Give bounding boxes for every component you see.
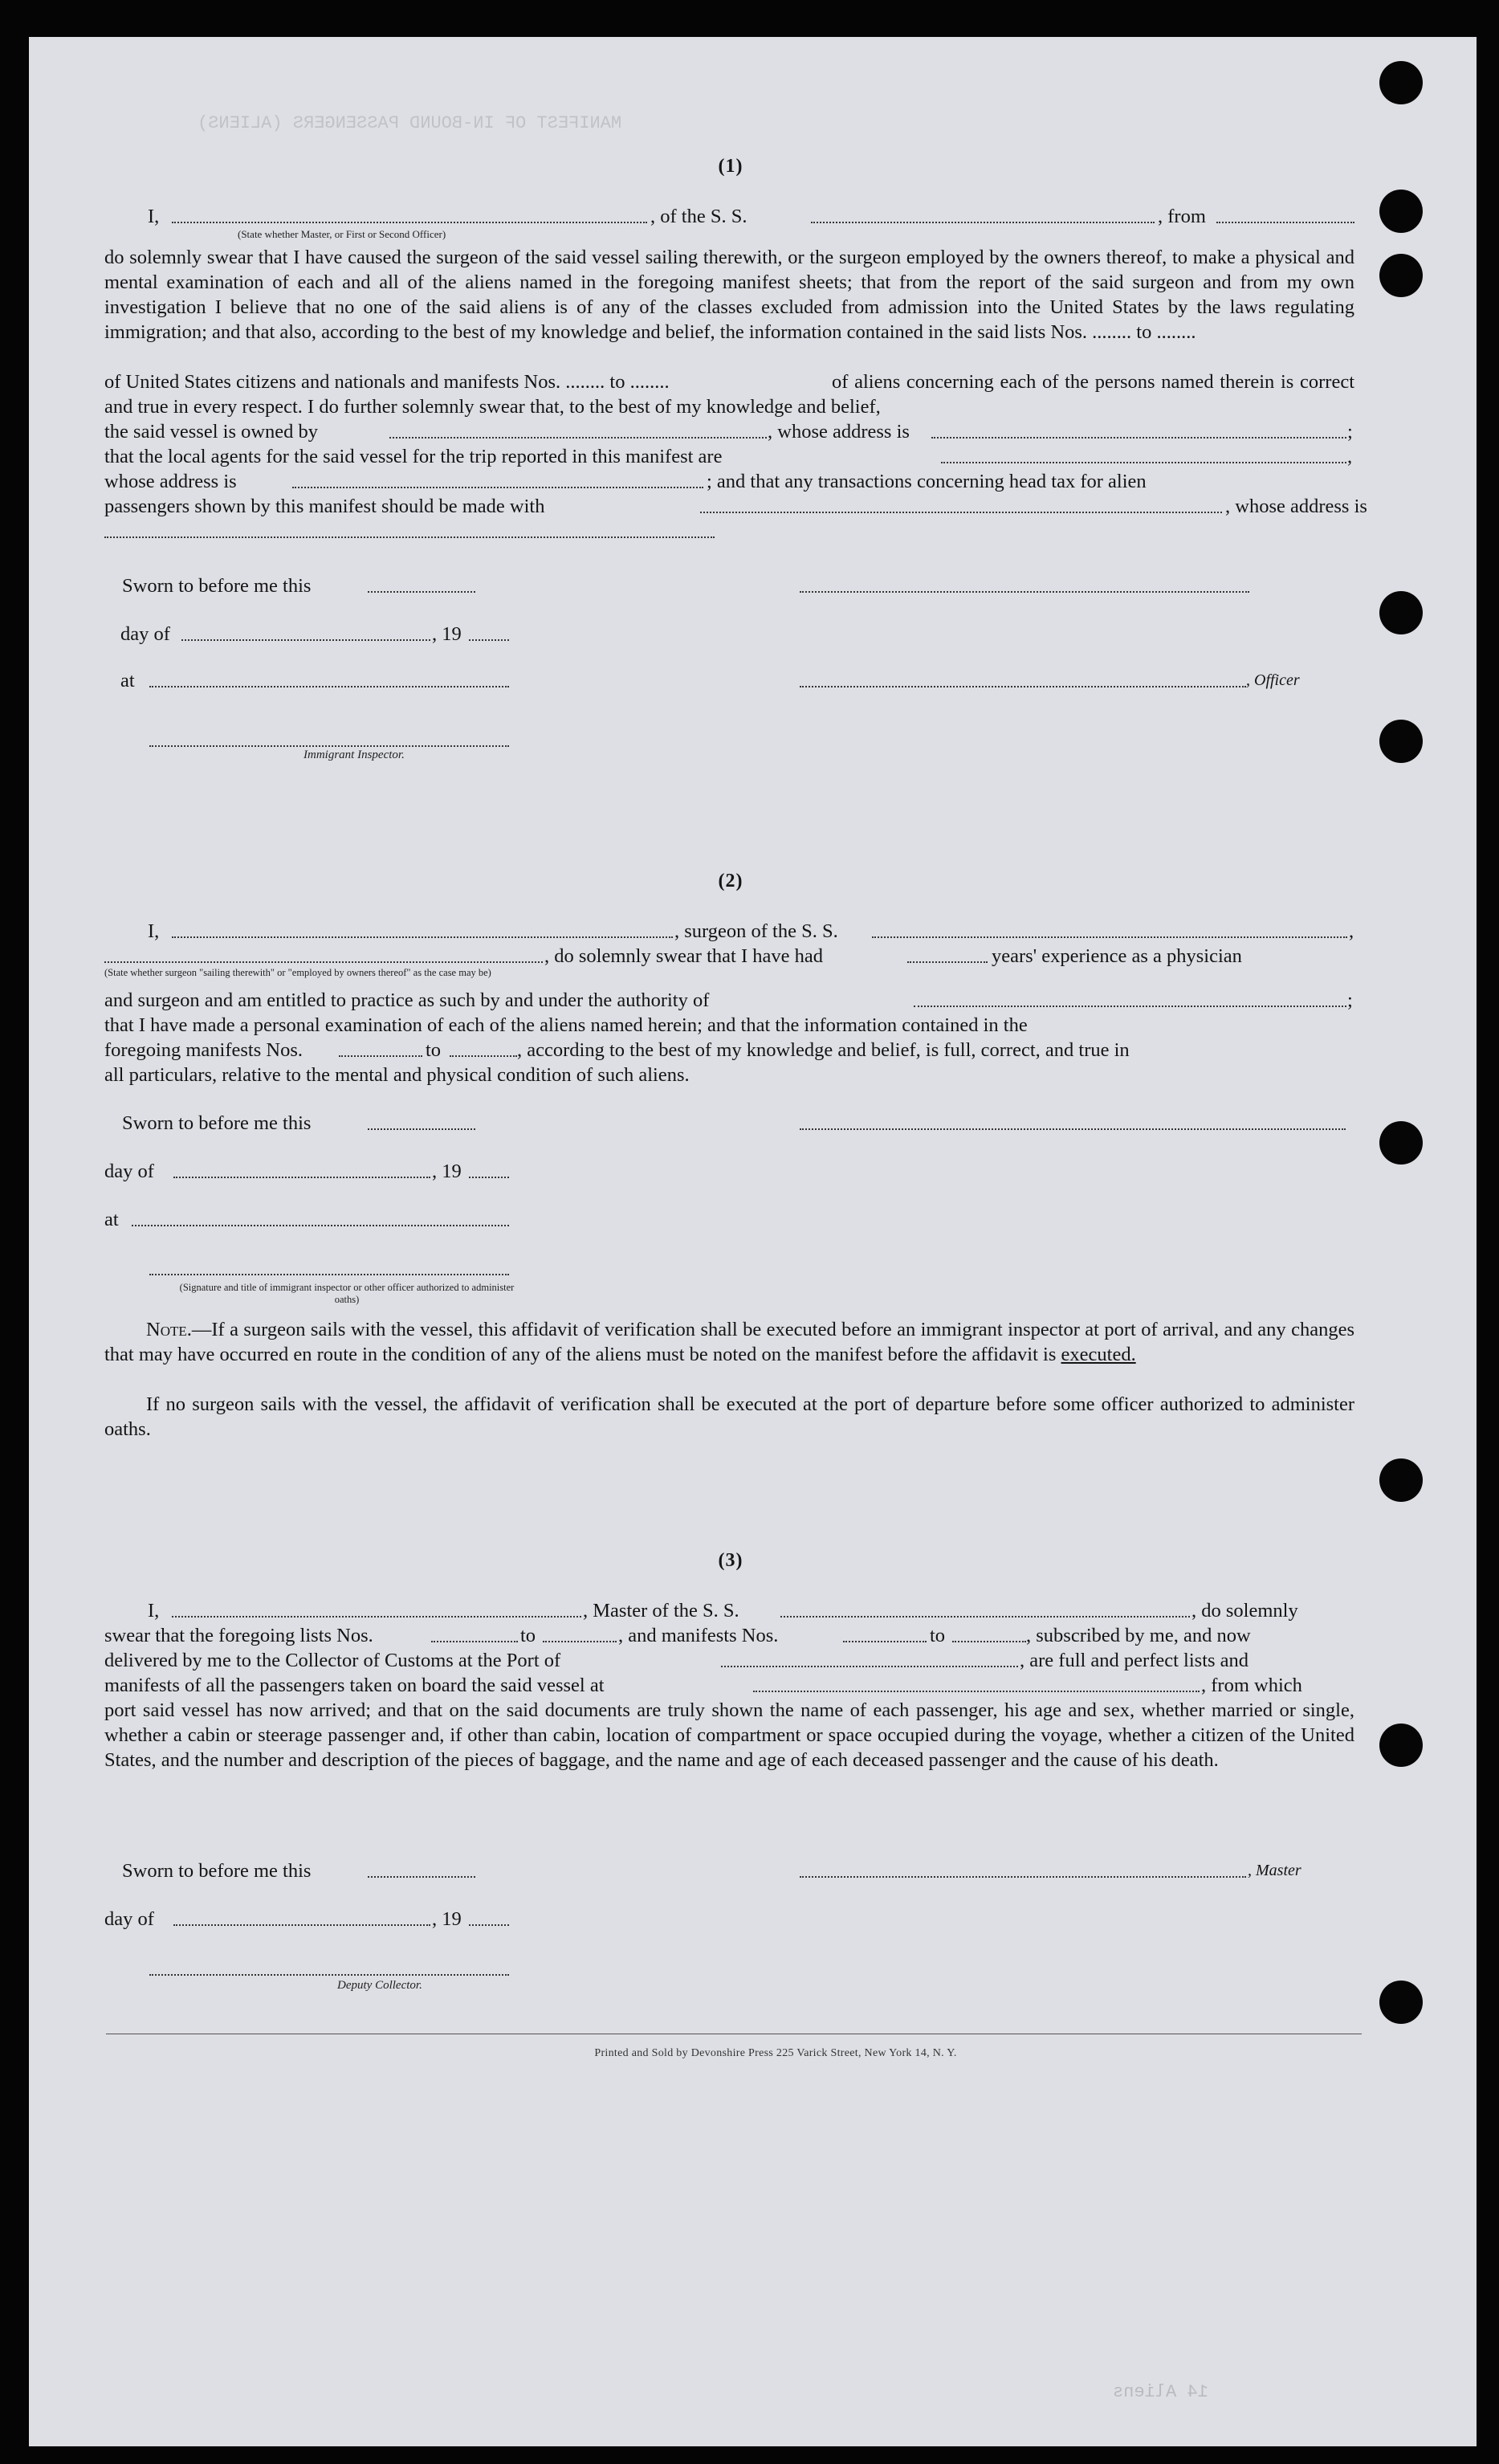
text-years-experience: years' experience as a physician bbox=[992, 945, 1242, 967]
blank-year[interactable] bbox=[469, 1177, 509, 1178]
blank-vessel[interactable] bbox=[811, 222, 1155, 223]
text-passengers: passengers shown by this manifest should be made with bbox=[104, 496, 545, 517]
blank-embark-port[interactable] bbox=[753, 1691, 1200, 1692]
blank-day-month[interactable] bbox=[173, 1924, 430, 1926]
blank-sworn-day[interactable] bbox=[368, 1876, 475, 1878]
blank-list-to[interactable] bbox=[543, 1641, 617, 1642]
text-sworn: Sworn to before me this bbox=[122, 575, 312, 597]
text-from: , from bbox=[1158, 206, 1206, 227]
blank-sworn-day[interactable] bbox=[368, 1128, 475, 1130]
text-year: , 19 bbox=[432, 1908, 462, 1930]
blank-officer-signature[interactable] bbox=[800, 591, 1249, 593]
punch-hole bbox=[1379, 1724, 1423, 1767]
section-2-examination bbox=[104, 1013, 1354, 1038]
text-whose-address: whose address is bbox=[104, 471, 237, 492]
text-to: to bbox=[1136, 321, 1152, 343]
blank-list-from[interactable] bbox=[431, 1641, 518, 1642]
text-manifests: foregoing manifests Nos. bbox=[104, 1039, 303, 1061]
text-authority: and surgeon and am entitled to practice as such by and under the authority of bbox=[104, 989, 710, 1011]
text-from-which: , from which bbox=[1201, 1675, 1302, 1696]
blank-vessel[interactable] bbox=[780, 1616, 1190, 1618]
text-day-of: day of bbox=[104, 1908, 154, 1930]
blank-master-signature[interactable] bbox=[800, 1876, 1246, 1878]
section-1-body: do solemnly swear that I have caused the surgeon of the said vessel sailing therewith, or the surgeon employed by the owners thereof, to make a physical and mental examination of each and all of the aliens named in the foregoing manifest sheets; that from the report of the said surgeon and from my own investigation I believe that no one of the said aliens is of any of the classes excluded from admission into the United States by the laws regulating immigration; and that also, according to the best of my knowledge and belief, the information contained in the said lists Nos. ........ to ........ bbox=[104, 247, 1354, 343]
punch-hole bbox=[1379, 1981, 1423, 2024]
section-1-passengers-line bbox=[104, 494, 1367, 519]
section-2-no-surgeon bbox=[104, 1392, 1354, 1442]
blank-authority[interactable] bbox=[914, 1006, 1346, 1007]
text-surgeon-of-ss: , surgeon of the S. S. bbox=[674, 920, 838, 942]
text-whose-address: , whose address is bbox=[768, 421, 910, 443]
oath-text-2: of aliens concerning each of the persons named therein is correct and true in every respect. I do further solemnly swear that, to the best of my knowledge and belief, bbox=[104, 371, 1354, 418]
blank-master-name[interactable] bbox=[172, 1616, 581, 1618]
note-text: —If a surgeon sails with the vessel, this affidavit of verification shall be executed before an immigrant inspector at port of arrival, and any changes that may have occurred en route in the condition of any of the aliens must be noted on the manifest before the affidavit is bbox=[104, 1319, 1354, 1365]
blank-place[interactable] bbox=[132, 1225, 509, 1226]
text-knowledge: , according to the best of my knowledge and belief, is full, correct, and true in bbox=[517, 1039, 1130, 1061]
blank-year[interactable] bbox=[469, 639, 509, 641]
blank-inspector-signature[interactable] bbox=[149, 745, 509, 747]
form-page bbox=[29, 37, 1477, 2446]
text-to: to bbox=[930, 1625, 946, 1646]
blank-port[interactable] bbox=[721, 1666, 1018, 1667]
text-subscribed: , subscribed by me, and now bbox=[1026, 1625, 1251, 1646]
text-of-ss: , of the S. S. bbox=[650, 206, 747, 227]
section-1-agent-address-line bbox=[104, 469, 1357, 494]
text-taken-on-board: manifests of all the passengers taken on board the said vessel at bbox=[104, 1675, 605, 1696]
section-2-particulars bbox=[104, 1063, 1357, 1087]
section-2-signature-note: (Signature and title of immigrant inspector or other officer authorized to administer oaths) bbox=[179, 1282, 515, 1305]
blank-years[interactable] bbox=[907, 961, 988, 963]
punch-hole bbox=[1379, 591, 1423, 634]
blank-from-port[interactable] bbox=[1216, 222, 1354, 223]
section-2-authority-line: and surgeon and am entitled to practice as such by and under the authority of ; bbox=[104, 989, 1353, 1011]
blank-agent-address[interactable] bbox=[292, 487, 703, 488]
text-to: to bbox=[426, 1039, 442, 1061]
examination-text: that I have made a personal examination of each of the aliens named herein; and that the information contained in the bbox=[104, 1014, 1028, 1036]
blank-collector-signature[interactable] bbox=[149, 1974, 509, 1976]
text-particulars: all particulars, relative to the mental and physical condition of such aliens. bbox=[104, 1064, 690, 1086]
text-i: I, bbox=[148, 1600, 160, 1622]
text-year: , 19 bbox=[432, 623, 462, 645]
blank-tax-address[interactable] bbox=[104, 536, 715, 538]
text-master-of-ss: , Master of the S. S. bbox=[583, 1600, 739, 1622]
text-master: , Master bbox=[1248, 1862, 1301, 1879]
punch-hole bbox=[1379, 1121, 1423, 1165]
text-swear: , do solemnly swear that I have had bbox=[544, 945, 823, 967]
master-oath-text: port said vessel has now arrived; and that on the said documents are truly shown the name of each passenger, his age and sex, whether married or single, whether a cabin or steerage passenger and, if other than cabin, location of compartment or space occupied during the voyage, whether a citizen of the United States, and the number and description of the pieces of baggage, and the name and age of each deceased passenger and the cause of his death. bbox=[104, 1699, 1354, 1771]
section-2-status-note: (State whether surgeon "sailing therewith" or "employed by owners thereof" as the case may be) bbox=[104, 967, 491, 978]
blank-surgeon-status[interactable] bbox=[104, 961, 543, 963]
text-officer: , Officer bbox=[1246, 671, 1300, 689]
section-2-manifests-line bbox=[104, 1038, 1357, 1063]
section-1-body-2 bbox=[104, 369, 1354, 419]
text-head-tax: ; and that any transactions concerning head tax for alien bbox=[707, 471, 1147, 492]
blank-tax-party[interactable] bbox=[700, 512, 1222, 513]
blank-agents[interactable] bbox=[941, 462, 1346, 463]
blank-vessel[interactable] bbox=[872, 936, 1347, 938]
blank-name[interactable] bbox=[172, 222, 647, 223]
text-do-solemnly: , do solemnly bbox=[1191, 1600, 1298, 1622]
text-at: at bbox=[104, 1209, 119, 1230]
note-label: Note. bbox=[146, 1319, 192, 1340]
blank-manifest-to[interactable] bbox=[952, 1641, 1026, 1642]
blank-owner-address[interactable] bbox=[931, 437, 1346, 439]
text-day-of: day of bbox=[104, 1161, 154, 1182]
no-surgeon-text: If no surgeon sails with the vessel, the affidavit of verification shall be executed at the port of departure before some officer authorized to administer oaths. bbox=[104, 1393, 1354, 1440]
show-through-heading: MANIFEST OF IN-BOUND PASSENGERS (ALIENS) bbox=[198, 113, 622, 133]
punch-hole bbox=[1379, 61, 1423, 104]
blank-day-month[interactable] bbox=[173, 1177, 430, 1178]
text-lists: swear that the foregoing lists Nos. bbox=[104, 1625, 373, 1646]
blank-manifest-from[interactable] bbox=[843, 1641, 927, 1642]
section-2-note bbox=[104, 1317, 1354, 1367]
section-3-line-2 bbox=[104, 1623, 1357, 1648]
section-1-number: (1) bbox=[718, 156, 743, 177]
text-manifests: of United States citizens and nationals and manifests Nos. bbox=[104, 371, 561, 393]
text-sworn: Sworn to before me this bbox=[122, 1112, 312, 1134]
blank-day-month[interactable] bbox=[181, 639, 430, 641]
text-owned-by: the said vessel is owned by bbox=[104, 421, 319, 443]
blank-place[interactable] bbox=[149, 686, 509, 687]
punch-hole bbox=[1379, 190, 1423, 233]
immigrant-inspector-label: Immigrant Inspector. bbox=[303, 749, 405, 761]
note-executed: executed. bbox=[1061, 1344, 1136, 1365]
punch-hole bbox=[1379, 720, 1423, 763]
section-3-body bbox=[104, 1698, 1354, 1773]
section-2-number: (2) bbox=[718, 871, 743, 891]
punch-hole bbox=[1379, 254, 1423, 297]
section-3-line-4 bbox=[104, 1673, 1357, 1698]
blank-to-no[interactable] bbox=[450, 1055, 517, 1057]
form-sheet: (1) I, , of the S. S. , from (State whether Master, or First or Second Officer) do solemnly swear that I have caused the surgeon of the said vessel sailing therewith, or the surgeon employed by the owners thereof, to make a physical and mental examination of each and all of the aliens named in the foregoing manifest sheets; that from the report of the said surgeon and from my own investigation I believe that no one of the said aliens is of any of the classes excluded from admission into the United States by the laws regulating immigration; and that also, according to the best of my knowledge and belief, the information contained in the said lists Nos. ........ to ........ of United States citizens and nationals and manifests Nos. ........ to ........ of aliens concerning each of the persons named therein is correct and true in every respect. I do further solemnly swear that, to the best of my knowledge and belief, the said vessel is owned by , whose address is ; that the local agents for the said vessel for the trip reported in this manifest are , whose address is ; and that any transactions concerning head tax for alien passengers shown by this manifest should be made with , whose address is Sworn to before me this day of , 19 at , Officer Immigrant Inspector. (2) I, , surgeon of the S. S. , , do solemnly swear that I have had years' experience as a physician (State whether surgeon "sailing therewith" or "employed by owners thereof" as the case may be) and surgeon and am entitled to practice as such by and under the authority of ; that I have made a personal examination of each of the aliens named herein; and that the information contained in the foregoing manifests Nos. to , according to the best of my knowledge and belief, is full, correct, and true in all particulars, relative to the mental and physical condition of such aliens. Sworn to before me this day of , 19 at (Signature and title of immigrant inspector or other officer authorized to administer oaths) Note.—If a surgeon sails with the vessel, this affidavit of verification shall be executed before an immigrant inspector at port of arrival, and any changes that may have occurred en route in the condition of any of the aliens must be noted on the manifest before the affidavit is executed. If no surgeon sails with the vessel, the affidavit of verification shall be executed at the port of departure before some officer authorized to administer oaths. (3) I, , Master of the S. S. , do solemnly swear that the foregoing lists Nos. to , and manifests Nos. to , subscribed by me, and now delivered by me to the Collector of Customs at the Port of , are full and perfect lists and manifests of all the passengers taken on board the said vessel at , from which port said vessel has now arrived; and that on the said documents are truly shown the name of each passenger, his age and sex, whether married or single, whether a cabin or steerage passenger and, if other than cabin, location of compartment or space occupied during the voyage, whether a citizen of the United States, and the number and description of the pieces of baggage, and the name and age of each deceased passenger and the cause of his death. Sworn to before me this , Master day of , 19 Deputy Collector. bbox=[104, 156, 1367, 1992]
text-whose-address: , whose address is bbox=[1225, 496, 1367, 517]
text-year: , 19 bbox=[432, 1161, 462, 1182]
punch-hole bbox=[1379, 1458, 1423, 1502]
blank-owner[interactable] bbox=[389, 437, 767, 439]
text-to: to bbox=[520, 1625, 536, 1646]
blank-officer-signature[interactable] bbox=[149, 1274, 509, 1275]
text-to: to bbox=[609, 371, 625, 393]
blank-sworn-day[interactable] bbox=[368, 591, 475, 593]
section-1-owned-line: the said vessel is owned by , whose address is ; bbox=[104, 421, 1353, 443]
section-1-rank-note: (State whether Master, or First or Second Officer) bbox=[238, 228, 446, 240]
printer-imprint: Printed and Sold by Devonshire Press 225 Varick Street, New York 14, N. Y. bbox=[594, 2047, 957, 2059]
blank-surgeon-name[interactable] bbox=[172, 936, 673, 938]
text-manifests: , and manifests Nos. bbox=[618, 1625, 779, 1646]
show-through-stamp: 14 Aliens bbox=[1113, 2382, 1208, 2402]
blank-surgeon-signature[interactable] bbox=[800, 1128, 1346, 1130]
text-i: I, bbox=[148, 206, 160, 227]
text-at: at bbox=[120, 670, 135, 691]
blank-year[interactable] bbox=[469, 1924, 509, 1926]
text-full-lists: , are full and perfect lists and bbox=[1020, 1650, 1249, 1671]
text-local-agents: that the local agents for the said vessel for the trip reported in this manifest are bbox=[104, 446, 723, 467]
oath-text: do solemnly swear that I have caused the surgeon of the said vessel sailing therewith, or the surgeon employed by the owners thereof, to make a physical and mental examination of each and all of the aliens named in the foregoing manifest sheets; that from the report of the said surgeon and from my own investigation I believe that no one of the said aliens is of any of the classes excluded from admission into the United States by the laws regulating immigration; and that also, according to the best of my knowledge and belief, the information contained in the said lists Nos. bbox=[104, 247, 1354, 343]
text-collector: delivered by me to the Collector of Customs at the Port of bbox=[104, 1650, 561, 1671]
text-sworn: Sworn to before me this bbox=[122, 1860, 312, 1882]
text-day-of: day of bbox=[120, 623, 170, 645]
blank-from-no[interactable] bbox=[339, 1055, 422, 1057]
deputy-collector-label: Deputy Collector. bbox=[337, 1979, 422, 1992]
text-i: I, bbox=[148, 920, 160, 942]
section-3-number: (3) bbox=[718, 1550, 743, 1571]
section-3-line-3 bbox=[104, 1648, 1357, 1673]
section-1-agents-line: that the local agents for the said vessel for the trip reported in this manifest are , bbox=[104, 446, 1353, 467]
blank-officer-rank[interactable] bbox=[800, 686, 1246, 687]
section-1-line-manifests: of United States citizens and nationals and manifests Nos. ........ to ........ bbox=[104, 371, 670, 393]
